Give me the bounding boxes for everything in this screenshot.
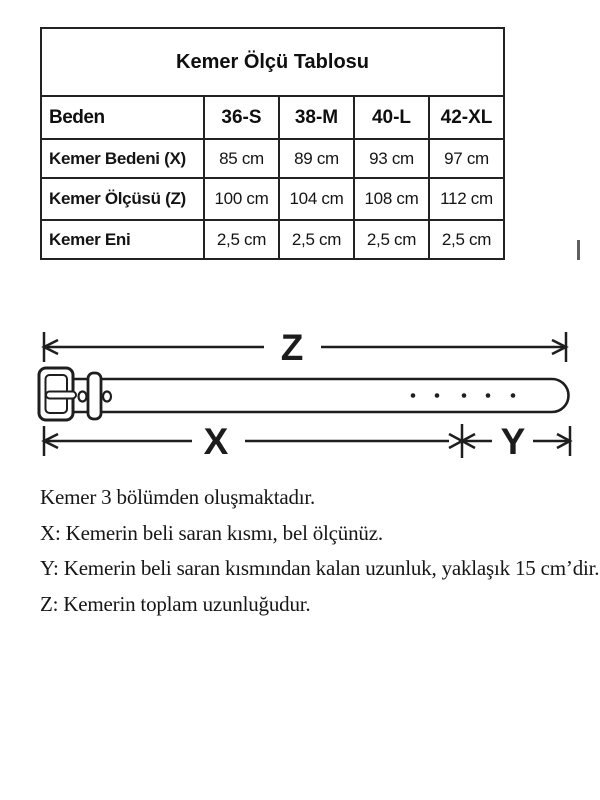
belt-illustration [39,368,569,420]
cell-value: 2,5 cm [354,220,429,259]
col-header-36s: 36-S [204,96,279,139]
cell-value: 112 cm [429,178,504,220]
cell-value: 89 cm [279,139,354,178]
cell-value: 2,5 cm [204,220,279,259]
cell-value: 93 cm [354,139,429,178]
table-header-row [41,96,504,139]
table-title: Kemer Ölçü Tablosu [41,28,504,96]
belt-diagram-svg [0,320,600,480]
row-label: Kemer Ölçüsü (Z) [41,178,204,220]
col-header-42xl: 42-XL [429,96,504,139]
col-header-38m: 38-M [279,96,354,139]
z-label: Z [280,327,304,368]
col-header-beden: Beden [41,96,204,139]
scrollbar-thumb[interactable] [577,240,580,260]
note-x: X: Kemerin beli saran kısmı, bel ölçünüz. [40,521,383,545]
belt-prong [46,392,76,399]
belt-keeper [88,373,101,419]
z-dimension-arrow [44,327,566,368]
cell-value: 97 cm [429,139,504,178]
note-y: Y: Kemerin beli saran kısmından kalan uzunluk, yaklaşık 15 cm’dir. [40,556,600,580]
size-table [40,27,505,260]
size-table-section [40,27,505,260]
note-z: Z: Kemerin toplam uzunluğudur. [40,592,311,616]
x-dimension-arrow [44,421,462,462]
cell-value: 2,5 cm [429,220,504,259]
cell-value: 100 cm [204,178,279,220]
belt-measurement-diagram [0,320,600,480]
y-dimension-arrow [462,421,570,462]
cell-value: 2,5 cm [279,220,354,259]
x-label: X [203,421,229,462]
row-label: Kemer Eni [41,220,204,259]
table-row-kemer-olcusu [41,178,504,220]
y-label: Y [500,421,526,462]
row-label: Kemer Bedeni (X) [41,139,204,178]
cell-value: 104 cm [279,178,354,220]
cell-value: 85 cm [204,139,279,178]
col-header-40l: 40-L [354,96,429,139]
note-intro: Kemer 3 bölümden oluşmaktadır. [40,485,316,509]
cell-value: 108 cm [354,178,429,220]
table-row-kemer-eni [41,220,504,259]
table-title-row [41,28,504,96]
table-row-kemer-bedeni [41,139,504,178]
belt-strap [72,379,569,412]
